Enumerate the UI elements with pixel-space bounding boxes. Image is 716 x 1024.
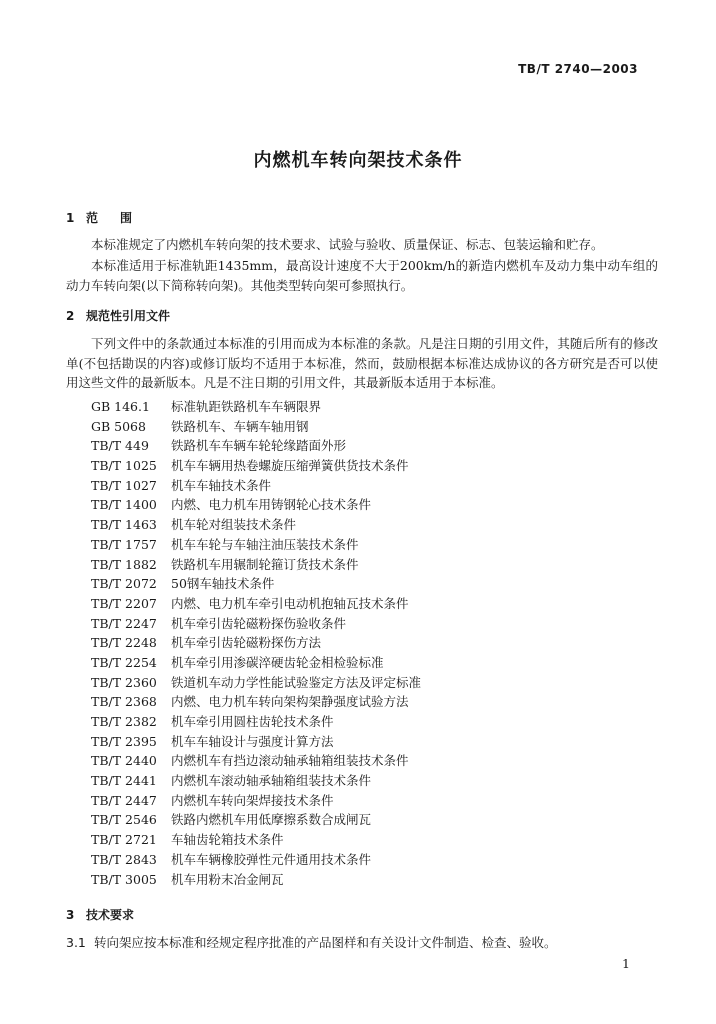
reference-item [91, 456, 421, 476]
reference-title: 内燃机车滚动轴承轴箱组装技术条件 [171, 773, 372, 789]
reference-code: TB/T 2254 [91, 654, 157, 670]
reference-item [91, 633, 421, 653]
section-2-heading [66, 307, 170, 324]
reference-code: TB/T 2447 [91, 792, 157, 808]
section-title: 技术要求 [86, 908, 135, 922]
normative-intro: 下列文件中的条款通过本标准的引用而成为本标准的条款。凡是注日期的引用文件，其随后所有的修改单(不包括勘误的内容)或修订版均不适用于本标准，然而，鼓励根据本标准达成协议的各方研究是否可以使用这些文件的最新版本。凡是不注日期的引用文件，其最新版本适用于本标准。 [66, 336, 658, 390]
reference-title: 机车牵引齿轮磁粉探伤方法 [171, 635, 322, 651]
reference-item [91, 673, 421, 693]
reference-item [91, 495, 421, 515]
section-3-heading [66, 906, 134, 923]
reference-code: TB/T 2395 [91, 733, 157, 749]
reference-title: 机车牵引用渗碳淬硬齿轮金相检验标准 [171, 654, 384, 670]
reference-code: GB 5068 [91, 418, 146, 434]
reference-item [91, 515, 421, 535]
section-number: 2 [66, 309, 75, 323]
reference-code: TB/T 1882 [91, 556, 157, 572]
reference-title: 机车轮对组装技术条件 [171, 517, 297, 533]
reference-list [91, 397, 421, 889]
reference-code: TB/T 1463 [91, 517, 157, 533]
reference-code: TB/T 2207 [91, 595, 157, 611]
reference-code: TB/T 2247 [91, 615, 157, 631]
reference-code: TB/T 1025 [91, 458, 157, 474]
section-number: 3 [66, 908, 75, 922]
reference-title: 内燃、电力机车用铸钢轮心技术条件 [171, 497, 372, 513]
reference-title: 内燃、电力机车牵引电动机抱轴瓦技术条件 [171, 595, 409, 611]
reference-title: 机车牵引用圆柱齿轮技术条件 [171, 714, 334, 729]
reference-code: TB/T 2721 [91, 832, 157, 848]
reference-item [91, 535, 421, 555]
reference-title: 铁路内燃机车用低摩擦系数合成闸瓦 [171, 812, 372, 828]
reference-item [91, 771, 421, 791]
reference-title: 铁路机车用辗制轮箍订货技术条件 [171, 556, 359, 572]
reference-title: 机车车辆橡胶弹性元件通用技术条件 [171, 851, 372, 867]
reference-item [91, 397, 421, 417]
reference-item [91, 850, 421, 870]
reference-code: TB/T 2440 [91, 753, 157, 769]
reference-item [91, 810, 421, 830]
reference-code: TB/T 2441 [91, 773, 157, 789]
clause-text: 转向架应按本标准和经规定程序批准的产品图样和有关设计文件制造、检查、验收。 [94, 935, 557, 950]
reference-item [91, 417, 421, 437]
reference-code: TB/T 1757 [91, 536, 157, 552]
reference-title: 机车用粉末冶金闸瓦 [171, 871, 284, 887]
reference-title: 铁道机车动力学性能试验鉴定方法及评定标准 [171, 674, 422, 690]
reference-item [91, 476, 421, 496]
reference-title: 机车牵引齿轮磁粉探伤验收条件 [171, 615, 347, 631]
reference-code: GB 146.1 [91, 399, 150, 414]
reference-code: TB/T 449 [91, 438, 149, 454]
reference-title: 铁路机车车辆车轮轮缘踏面外形 [171, 438, 347, 454]
reference-code: TB/T 2843 [91, 851, 157, 867]
reference-code: TB/T 1400 [91, 497, 157, 513]
reference-item [91, 594, 421, 614]
reference-title: 机车车轮与车轴注油压装技术条件 [171, 536, 359, 552]
reference-item [91, 870, 421, 890]
reference-title: 机车车辆用热卷螺旋压缩弹簧供货技术条件 [171, 458, 409, 474]
reference-code: TB/T 3005 [91, 871, 157, 887]
reference-title: 内燃、电力机车转向架构架静强度试验方法 [171, 694, 409, 710]
reference-item [91, 692, 421, 712]
reference-code: TB/T 2072 [91, 576, 157, 592]
section-1-heading [66, 209, 154, 226]
reference-item [91, 574, 421, 594]
reference-item [91, 791, 421, 811]
reference-item [91, 712, 421, 732]
reference-title: 内燃机车有挡边滚动轴承轴箱组装技术条件 [171, 753, 409, 769]
standard-code: TB/T 2740—2003 [518, 62, 638, 76]
reference-title: 车轴齿轮箱技术条件 [171, 832, 284, 848]
scope-paragraph-2: 本标准适用于标准轨距1435mm，最高设计速度不大于200km/h的新造内燃机车及动力集中动车组的动力车转向架(以下简称转向架)。其他类型转向架可参照执行。 [66, 258, 658, 293]
scope-paragraph-1: 本标准规定了内燃机车转向架的技术要求、试验与验收、质量保证、标志、包装运输和贮存。 [91, 237, 604, 252]
reference-item [91, 830, 421, 850]
reference-item [91, 732, 421, 752]
reference-title: 标准轨距铁路机车车辆限界 [171, 399, 322, 414]
reference-item [91, 555, 421, 575]
reference-title: 铁路机车、车辆车轴用钢 [171, 418, 309, 434]
reference-code: TB/T 2382 [91, 714, 157, 729]
section-title: 规范性引用文件 [86, 309, 171, 323]
reference-item [91, 436, 421, 456]
reference-title: 机车车轴设计与强度计算方法 [171, 733, 334, 749]
document-title: 内燃机车转向架技术条件 [253, 150, 463, 171]
reference-item [91, 614, 421, 634]
reference-item [91, 653, 421, 673]
reference-title: 内燃机车转向架焊接技术条件 [171, 792, 334, 808]
reference-code: TB/T 2360 [91, 674, 157, 690]
section-number: 1 [66, 211, 75, 225]
reference-code: TB/T 2368 [91, 694, 157, 710]
reference-title: 50钢车轴技术条件 [171, 576, 275, 592]
reference-code: TB/T 1027 [91, 477, 157, 493]
clause-3-1 [66, 933, 557, 951]
clause-number: 3.1 [66, 935, 86, 950]
reference-code: TB/T 2546 [91, 812, 157, 828]
page-number: 1 [622, 956, 630, 971]
reference-title: 机车车轴技术条件 [171, 477, 272, 493]
reference-code: TB/T 2248 [91, 635, 157, 651]
reference-item [91, 751, 421, 771]
section-title: 范围 [86, 211, 155, 225]
